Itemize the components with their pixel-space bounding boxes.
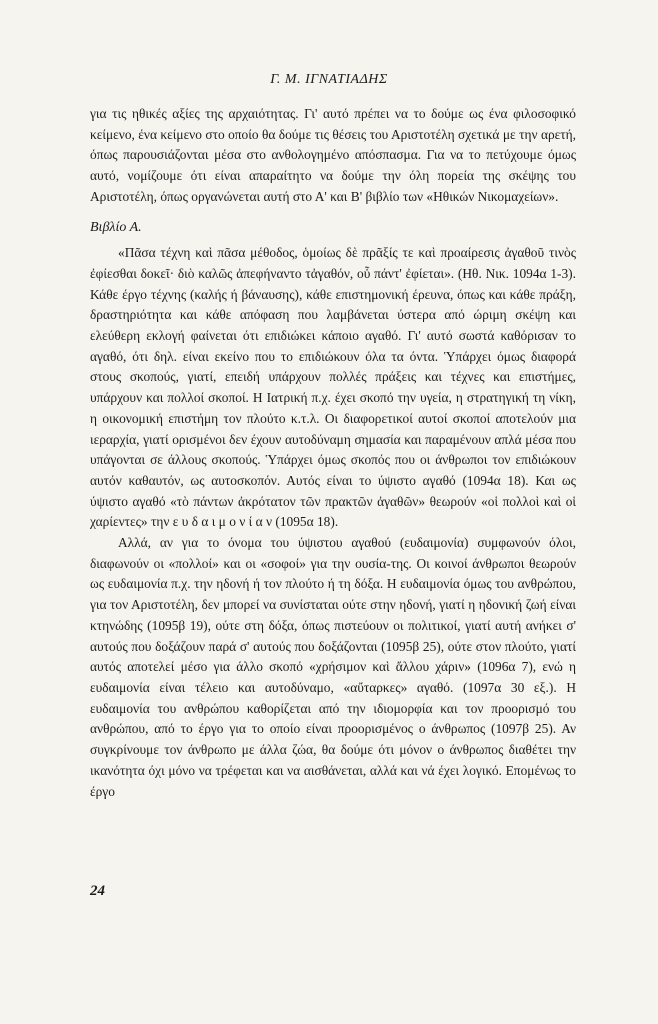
page-number: 24 [90, 883, 105, 899]
running-head: Γ. Μ. ΙΓΝΑΤΙΑΔΗΣ [270, 72, 388, 87]
body-text [90, 104, 576, 802]
section-heading: Βιβλίο Α. [90, 219, 142, 235]
paragraph-quote: «Πᾶσα τέχνη καὶ πᾶσα μέθοδος, ὁμοίως δὲ πρᾶξίς τε καὶ προαίρεσις ἀγαθοῦ τινὸς ἐφίεσθαι δοκεῖ· διὸ καλῶς ἀπεφήναντο τἀγαθόν, οὗ πάντ' ἐφίεται». (Ηθ. Νικ. 1094α 1-3). Κάθε έργο τέχνης (καλής ή βάναυσης), κάθε επιστημονική έρευνα, όπως και κάθε πράξη, δραστηριότητα και κάθε απόφαση που λαμβάνεται ύστερα από ώριμη σκέψη και ελεύθερη εκλογή φαίνεται ότι επιδιώκει κάποιο αγαθό. Γι' αυτό σωστά καθόρισαν το αγαθό, ότι δηλ. είναι εκείνο που το επιδιώκουν όλα τα όντα. Ὑπάρχει όμως διαφορά στους σκοπούς, γιατί, επειδή υπάρχουν πολλές πράξεις και τέχνες και επιστήμες, υπάρχουν και πολλοί σκοποί. Η Ιατρική π.χ. έχει σκοπό την υγεία, η στρατηγική τη νίκη, η οικονομική επιστήμη τον πλούτο κ.τ.λ. Οι διαφορετικοί αυτοί σκοποί αποτελούν μια ιεραρχία, γιατί ορισμένοι δεν έχουν αυτοδύναμη σημασία και παραμένουν απλά μέσα που υπάγονται σε άλλους σκοπούς. Ὑπάρχει όμως σκοπός που οι άνθρωποι τον επιδιώκουν αυτόν καθαυτόν, ως αυτοσκοπόν. Αυτός είναι το ύψιστο αγαθό (1094α 18). Και ως ύψιστο αγαθό «τὸ πάντων ἀκρότατον τῶν πρακτῶν ἀγαθῶν» θεωρούν «οἱ πολλοὶ καὶ οἱ χαρίεντες» την ε υ δ α ι μ ο ν ί α ν (1095α 18). [90, 245, 576, 530]
paragraph-intro: για τις ηθικές αξίες της αρχαιότητας. Γι' αυτό πρέπει να το δούμε ως ένα φιλοσοφικό κείμενο, ένα κείμενο στο οποίο θα δούμε τις θέσεις του Αριστοτέλη σχετικά με την αρετή, όπως παρουσιάζονται μέσα στο ανθολογημένο απόσπασμα. Για να το πετύχουμε όμως αυτό, νομίζουμε ότι είναι απαραίτητο να δούμε την όλη πορεία της σκέψης του Αριστοτέλη, όπως οργανώνεται αυτή στο Α' και Β' βιβλίο των «Ηθικών Νικομαχείων». [90, 106, 576, 204]
paragraph-eudaimonia: Αλλά, αν για το όνομα του ύψιστου αγαθού (ευδαιμονία) συμφωνούν όλοι, διαφωνούν οι «πολλοί» και οι «σοφοί» για την ουσία-της. Οι κοινοί άνθρωποι θεωρούν ως ευδαιμονία π.χ. την ηδονή ή τον πλούτο ή τη δόξα. Η ευδαιμονία όμως του ανθρώπου, για τον Αριστοτέλη, δεν μπορεί να συνίσταται ούτε στην ηδονή, γιατί η ηδονική ζωή είναι κτηνώδης (1095β 19), ούτε στη δόξα, όπως πιστεύουν οι πολιτικοί, γιατί αυτή ανήκει σ' αυτούς που δοξάζουν παρά σ' αυτούς που δοξάζονται (1095β 25), ούτε στον πλούτο, γιατί αυτός αποτελεί μέσο για άλλο σκοπό «χρήσιμον καὶ ἄλλου χάριν» (1096α 7), ενώ η ευδαιμονία είναι τέλειο και αυτοδύναμο, «αὔταρκες» αγαθό. (1097α 30 εξ.). Η ευδαιμονία του ανθρώπου καθορίζεται από την ιδιομορφία και τον προορισμό του ανθρώπου, από το έργο για το οποίο είναι προορισμένος ο άνθρωπος (1097β 25). Αν συγκρίνουμε τον άνθρωπο με άλλα ζώα, θα δούμε ότι μόνον ο άνθρωπος διαθέτει την ικανότητα όχι μόνο να τρέφεται και να αισθάνεται, αλλά και νά έχει λογικό. Επομένως το έργο [90, 535, 576, 799]
